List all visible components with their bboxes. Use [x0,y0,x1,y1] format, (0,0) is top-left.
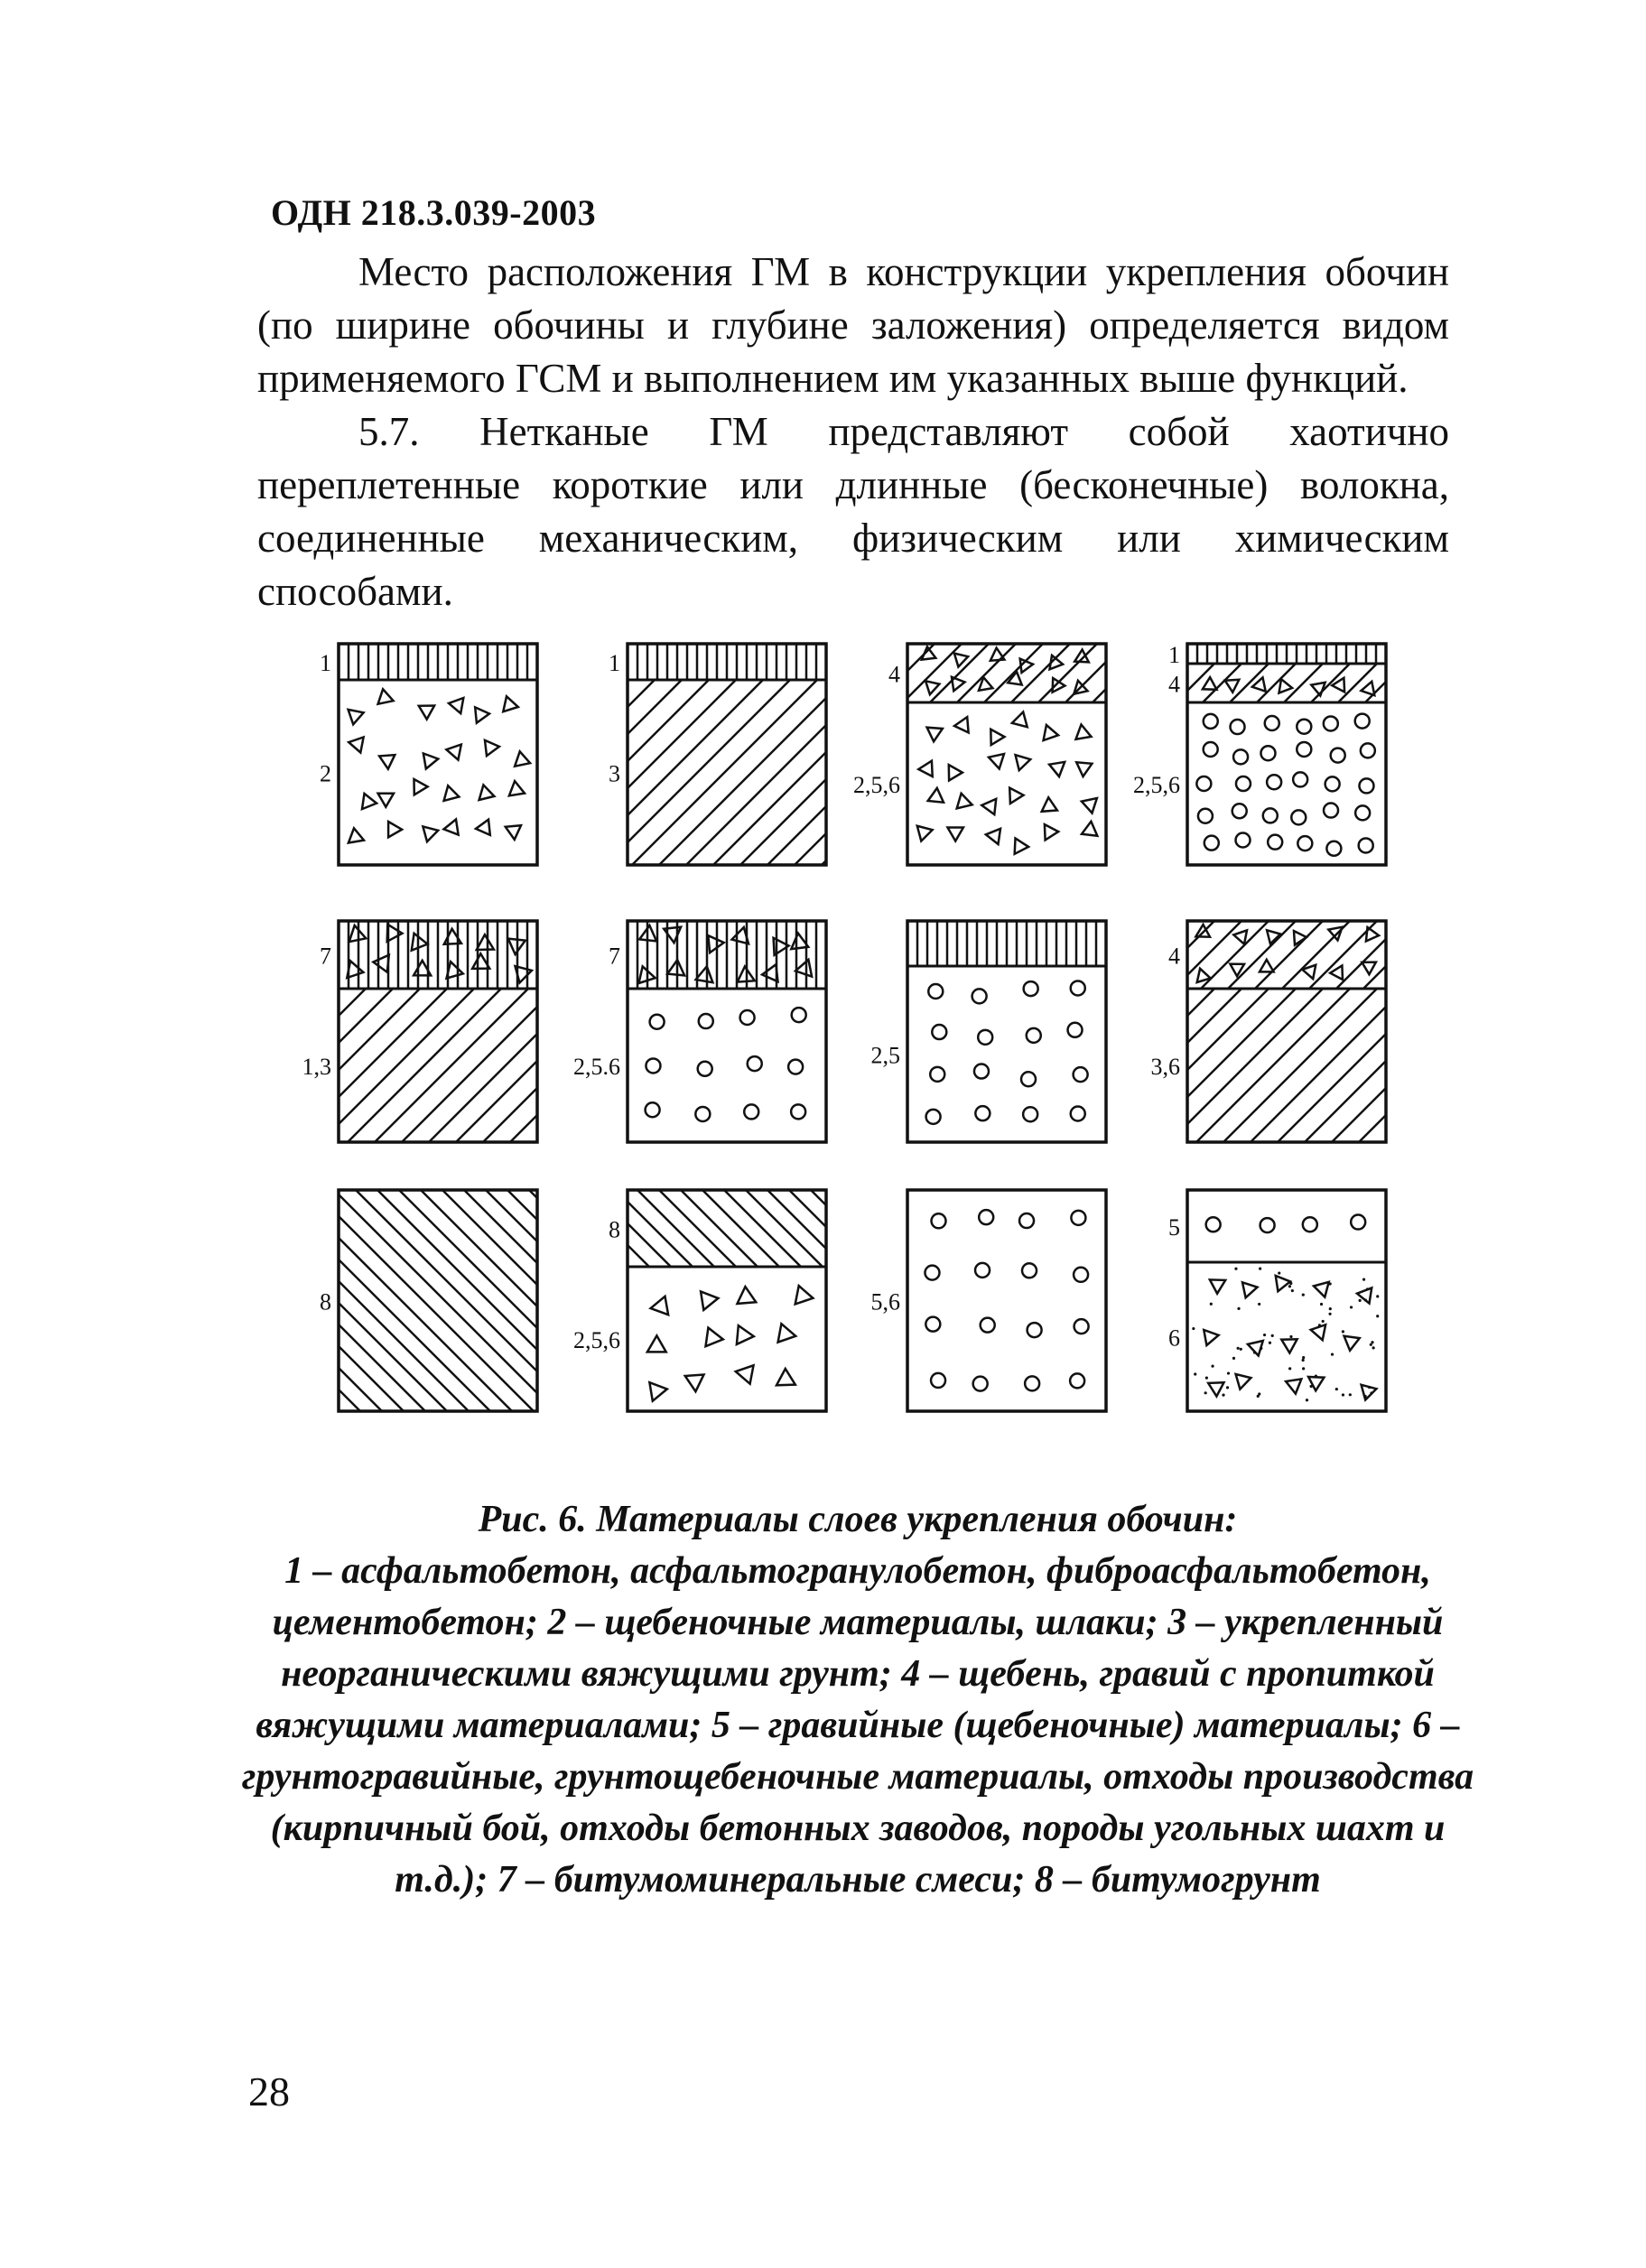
layer-label: 1,3 [302,1054,331,1080]
layer-box-3-1 [117,1190,967,1411]
layer-box-1-3 [849,644,1205,865]
layer-label: 4 [1168,943,1180,970]
layer-fill-circles [646,1008,806,1121]
layer-box-3-3 [871,1190,1107,1411]
layer-label: 3 [609,760,620,787]
layer-label: 4 [888,661,900,688]
layer-box-2-2 [573,921,826,1142]
layer-label: 8 [609,1216,620,1243]
paragraph-nonwoven: 5.7. Нетканые ГМ представляют собой хаотично переплетенные короткие или длинные (бесконечные) волокна, соединенные механическим, физическим или химическим способами. [257,409,1449,614]
layer-box-1-4 [1133,642,1458,865]
layer-box-3-4 [1168,1190,1386,1411]
layer-label: 2,5 [870,1042,900,1069]
layer-fill-circles [925,1210,1088,1390]
layer-fill-diag-left [117,1190,967,1411]
layer-fill-triangles-sparse [647,1286,814,1401]
layer-box-1-1 [320,644,537,865]
layer-fill-vertical [349,644,527,680]
layer-fill-diag-right [185,989,826,1142]
layer-label: 2,5,6 [573,1327,620,1353]
layer-label: 2,5,6 [1133,772,1180,798]
page-number: 28 [248,2068,290,2115]
layer-label: 2,5.6 [573,1054,620,1080]
layer-fill-diag-right [1034,989,1646,1142]
layer-label: 2 [320,760,331,787]
layer-box-2-1 [185,921,826,1142]
layer-fill-triangles [349,689,530,842]
paragraph-placement: Место расположения ГМ в конструкции укрепления обочин (по ширине обочины и глубине заложения) определяется видом применяемого ГСМ и выполнением им указанных выше функций. [257,249,1449,401]
layer-fill-vert-tri [637,921,816,989]
layer-fill-vertical [1197,644,1376,664]
layer-label: 1 [609,650,620,676]
layer-label: 8 [320,1288,331,1315]
document-code-header: ОДН 218.3.039-2003 [271,192,597,233]
layer-fill-circles [1206,1215,1366,1233]
layer-box-2-3 [871,921,1107,1142]
layer-label: 1 [1168,642,1180,668]
layer-fill-circles-dense [1196,714,1374,856]
layer-label: 5 [1168,1214,1180,1241]
layer-fill-vertical [637,644,816,680]
layer-fill-diag-tri [1148,664,1458,702]
layer-label: 6 [1168,1325,1180,1352]
layer-fill-triangles [917,712,1098,854]
layer-label: 7 [609,943,620,970]
layer-label: 3,6 [1150,1054,1180,1080]
layer-box-2-4 [1034,921,1646,1142]
layer-label: 2,5,6 [853,772,900,798]
layer-fill-diag-tri [849,644,1205,702]
layer-label: 4 [1168,671,1180,698]
layer-fill-vertical [917,921,1096,966]
caption-legend-text: 1 – асфальтобетон, асфальтогранулобетон, фиброасфальтобетон, цементобетон; 2 – щебеночные материалы, шлаки; 3 – укрепленный неорганическими вяжущими грунт; 4 – щебень, гравий с пропиткой вяжущими материалами; 5 – гравийные (щебеночные) материалы; 6 – грунтогравийные, грунтощебеночные материалы, отходы производства (кирпичный бой, отходы бетонных заводов, породы угольных шахт и т.д.); 7 – битумоминеральные смеси; 8 – битумогрунт [241,1550,1474,1901]
layer-fill-mixed [1192,1267,1379,1401]
layer-label: 5,6 [870,1288,900,1315]
layer-label: 7 [320,943,331,970]
layer-fill-circles [926,981,1088,1123]
caption-title: Рис. 6. Материалы слоев укрепления обочин: [478,1499,1238,1540]
layer-label: 1 [320,650,331,676]
layer-fill-vert-tri [347,921,532,989]
figure-caption [239,1494,1476,1906]
layer-box-3-2 [551,1190,974,1411]
